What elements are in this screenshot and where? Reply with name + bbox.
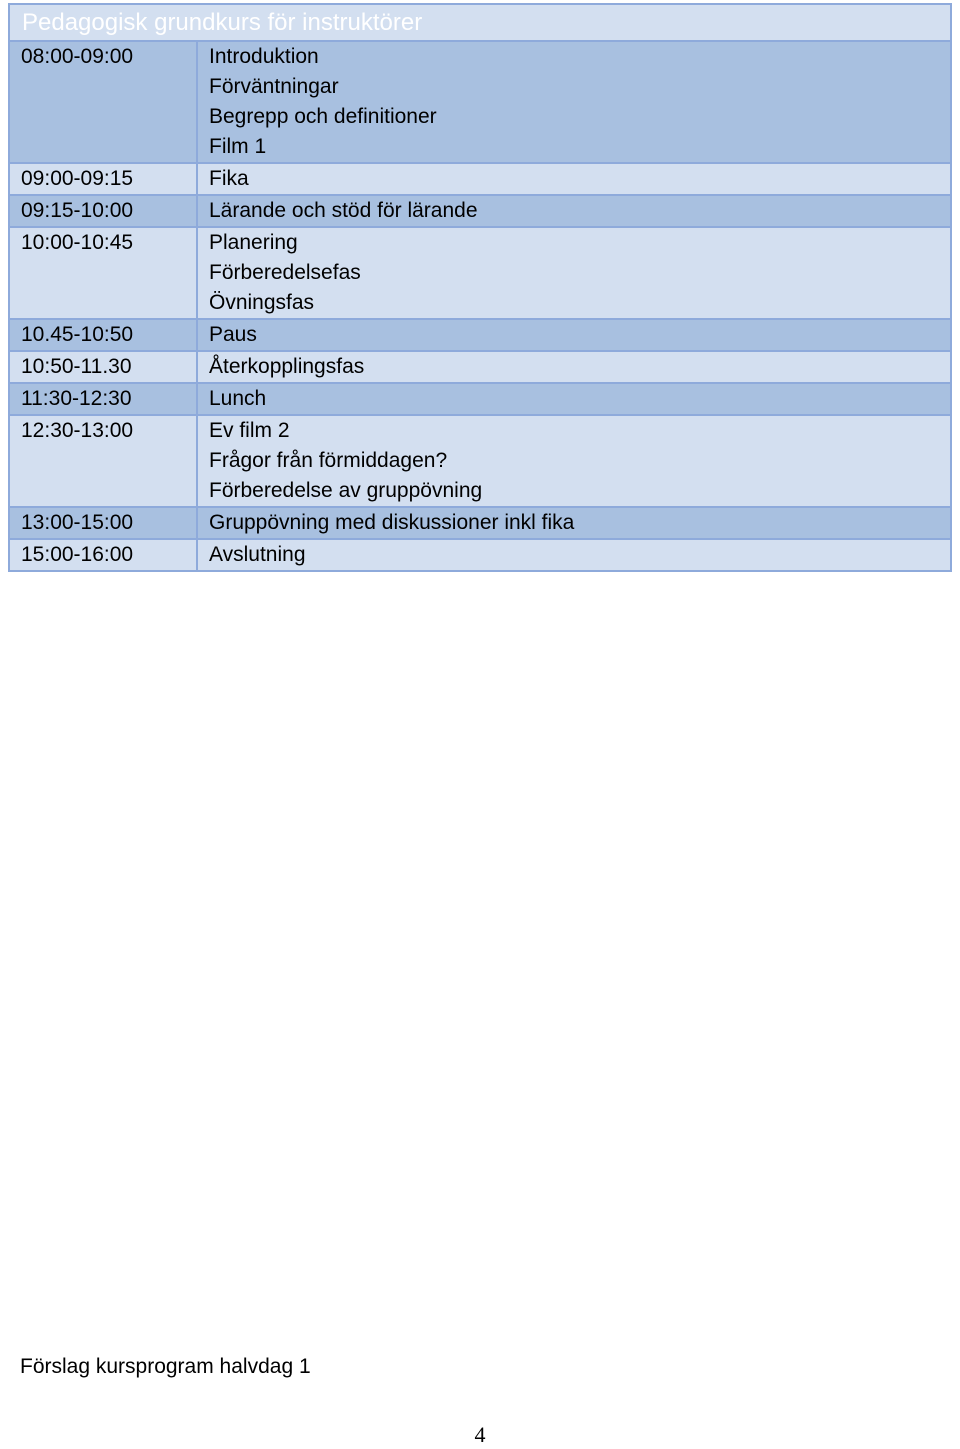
table-row bbox=[9, 383, 951, 415]
activity-cell bbox=[197, 227, 951, 319]
activity-cell bbox=[197, 319, 951, 351]
table-row bbox=[9, 41, 951, 163]
table-row bbox=[9, 507, 951, 539]
table-row bbox=[9, 319, 951, 351]
activity-line: Introduktion bbox=[209, 45, 319, 68]
page-number: 4 bbox=[474, 1422, 486, 1447]
activity-line: Förberedelsefas bbox=[209, 261, 361, 284]
table-row bbox=[9, 539, 951, 571]
activity-line: Fika bbox=[209, 167, 249, 190]
activity-cell bbox=[197, 163, 951, 195]
time-cell: 09:00-09:15 bbox=[9, 163, 197, 195]
schedule-body bbox=[9, 41, 951, 571]
time-cell: 13:00-15:00 bbox=[9, 507, 197, 539]
table-row bbox=[9, 163, 951, 195]
activity-cell bbox=[197, 507, 951, 539]
time-cell: 09:15-10:00 bbox=[9, 195, 197, 227]
time-cell: 08:00-09:00 bbox=[9, 41, 197, 163]
activity-cell bbox=[197, 41, 951, 163]
table-title: Pedagogisk grundkurs för instruktörer bbox=[9, 4, 951, 41]
time-cell: 15:00-16:00 bbox=[9, 539, 197, 571]
table-row bbox=[9, 415, 951, 507]
activity-cell bbox=[197, 383, 951, 415]
activity-line: Avslutning bbox=[209, 543, 306, 566]
activity-line: Film 1 bbox=[209, 135, 267, 158]
activity-line: Planering bbox=[209, 231, 298, 254]
activity-line: Frågor från förmiddagen? bbox=[209, 449, 448, 472]
table-row bbox=[9, 227, 951, 319]
time-cell: 10:50-11.30 bbox=[9, 351, 197, 383]
activity-line: Gruppövning med diskussioner inkl fika bbox=[209, 511, 575, 534]
table-row bbox=[9, 351, 951, 383]
activity-line: Förväntningar bbox=[209, 75, 339, 98]
time-cell: 11:30-12:30 bbox=[9, 383, 197, 415]
activity-line: Förberedelse av gruppövning bbox=[209, 479, 483, 502]
activity-line: Övningsfas bbox=[209, 291, 315, 314]
activity-line: Återkopplingsfas bbox=[209, 355, 365, 378]
time-cell: 12:30-13:00 bbox=[9, 415, 197, 507]
activity-cell bbox=[197, 195, 951, 227]
activity-line: Paus bbox=[209, 323, 257, 346]
activity-line: Lunch bbox=[209, 387, 267, 410]
schedule-table bbox=[8, 3, 952, 572]
table-row bbox=[9, 195, 951, 227]
time-cell: 10.45-10:50 bbox=[9, 319, 197, 351]
activity-line: Begrepp och definitioner bbox=[209, 105, 437, 128]
time-cell: 10:00-10:45 bbox=[9, 227, 197, 319]
activity-line: Ev film 2 bbox=[209, 419, 290, 442]
activity-cell bbox=[197, 351, 951, 383]
document-caption: Förslag kursprogram halvdag 1 bbox=[20, 1355, 311, 1378]
activity-cell bbox=[197, 539, 951, 571]
activity-cell bbox=[197, 415, 951, 507]
activity-line: Lärande och stöd för lärande bbox=[209, 199, 478, 222]
